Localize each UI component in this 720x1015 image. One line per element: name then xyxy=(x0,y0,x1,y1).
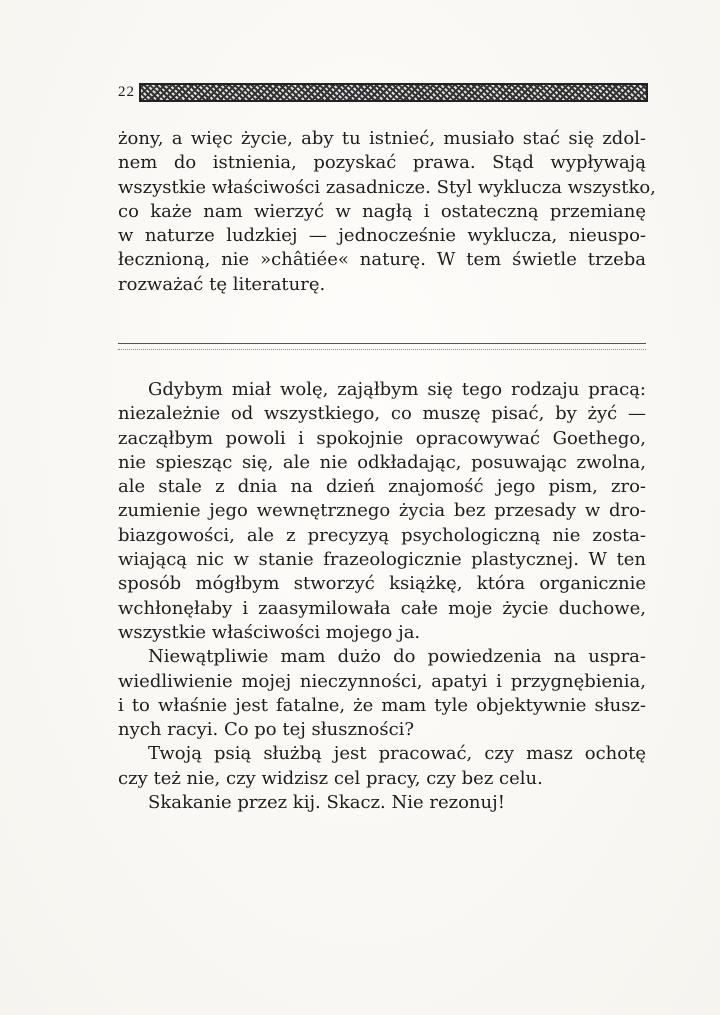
diary-entry xyxy=(118,378,646,815)
text-line: w naturze ludzkiej — jednocześnie wyklucza, nieuspo- xyxy=(118,225,646,247)
text-line: łecznioną, nie »châtiée« naturę. W tem świetle trzeba xyxy=(118,249,646,271)
text-line: zumienie jego wewnętrznego życia bez przesady w dro- xyxy=(118,500,646,522)
text-line: ale stale z dnia na dzień znajomość jego pism, zro- xyxy=(118,476,646,498)
paragraph-1 xyxy=(118,378,646,645)
paragraph-4 xyxy=(118,791,646,815)
text-line: co każe nam wierzyć w nagłą i ostateczną przemianę xyxy=(118,200,646,222)
text-line: wchłonęłaby i zaasymilowała całe moje życie duchowe, xyxy=(118,597,646,619)
text-line: nych racyi. Co po tej słuszności? xyxy=(118,719,415,741)
text-line: nem do istnienia, pozyskać prawa. Stąd wypływają xyxy=(118,152,646,174)
paragraph-2 xyxy=(118,645,646,742)
paragraph-3 xyxy=(118,742,646,791)
text-line: wiedliwienie mojej nieczynności, apatyi i przygnębienia, xyxy=(118,670,646,692)
text-line: niezależnie od wszystkiego, co muszę pisać, by żyć — xyxy=(118,403,646,425)
text-line: wszystkie właściwości zasadnicze. Styl wyklucza wszystko, xyxy=(118,176,656,198)
text-line: rozważać tę literaturę. xyxy=(118,273,326,295)
text-line: nie spiesząc się, ale nie odkładając, posuwając zwolna, xyxy=(118,451,646,473)
text-line: Gdybym miał wolę, zająłbym się tego rodzaju pracą: xyxy=(148,379,646,400)
text-line: czy też nie, czy widzisz cel pracy, czy bez celu. xyxy=(118,767,543,789)
section-divider-dotted xyxy=(118,349,646,350)
text-line: wszystkie właściwości mojego ja. xyxy=(118,621,421,643)
running-header xyxy=(118,79,648,105)
page-number: 22 xyxy=(118,83,135,100)
section-divider xyxy=(118,343,646,344)
text-line: Skakanie przez kij. Skacz. Nie rezonuj! xyxy=(148,792,505,814)
text-line: Twoją psią służbą jest pracować, czy masz ochotę xyxy=(148,743,646,765)
top-paragraph xyxy=(118,127,656,297)
text-line: biazgowości, ale z precyzyą psychologiczną nie zosta- xyxy=(118,524,646,546)
text-line: sposób mógłbym stworzyć książkę, która organicznie xyxy=(118,573,646,595)
text-line: żony, a więc życie, aby tu istnieć, musiało stać się zdol- xyxy=(118,128,646,149)
text-line: wiającą nic w stanie frazeologicznie plastycznej. W ten xyxy=(118,549,646,571)
text-line: zacząłbym powoli i spokojnie opracowywać Goethego, xyxy=(118,427,646,449)
text-line: Niewątpliwie mam dużo do powiedzenia na uspra- xyxy=(148,646,646,668)
text-line: i to właśnie jest fatalne, że mam tyle objektywnie słusz- xyxy=(118,694,646,716)
ornamental-border-icon xyxy=(139,83,648,102)
